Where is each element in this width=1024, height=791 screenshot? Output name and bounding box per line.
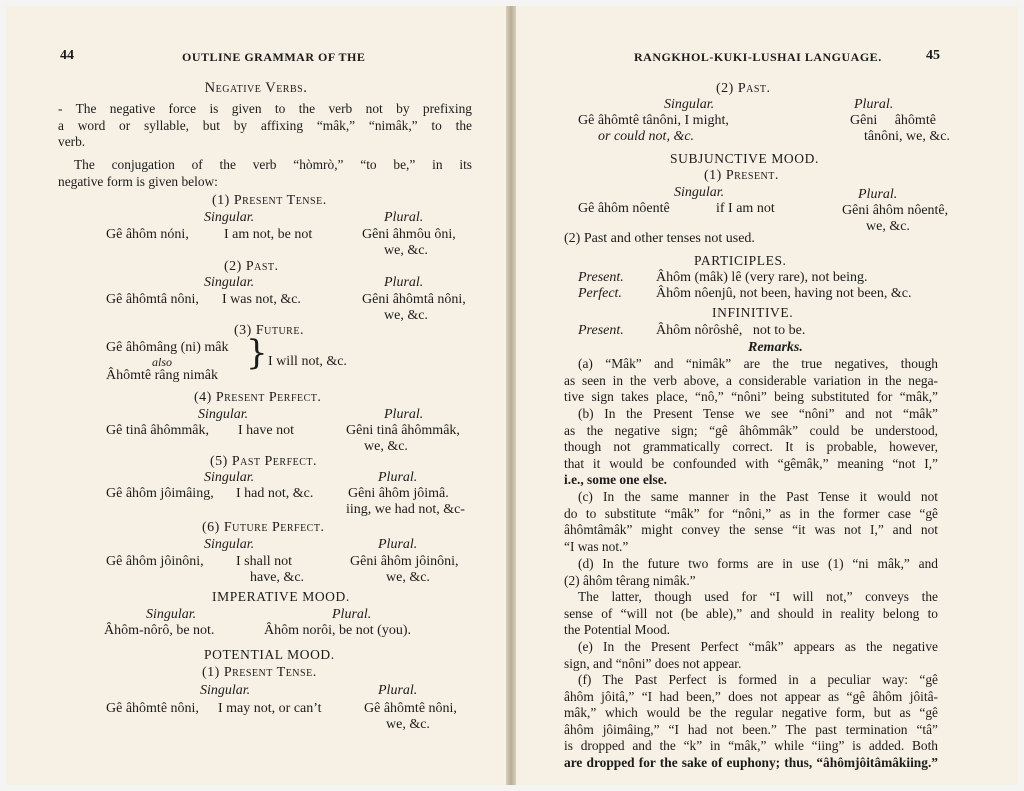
form-plural: Gê âhômtê nôni, bbox=[364, 701, 457, 716]
label-singular: Singular. bbox=[204, 537, 255, 552]
heading-participles: PARTICIPLES. bbox=[694, 253, 787, 268]
remark-e: (e) In the Present Perfect “mâk” appears as the negative sign, and “nôni” does not appear. bbox=[564, 639, 938, 671]
label-plural: Plural. bbox=[378, 537, 418, 552]
heading-future: (3) Future. bbox=[234, 323, 304, 338]
heading-imperative: IMPERATIVE MOOD. bbox=[212, 589, 350, 604]
label-plural: Plural. bbox=[384, 407, 424, 422]
participle-present: Âhôm (mâk) lê (very rare), not being. bbox=[656, 270, 868, 285]
label-plural: Plural. bbox=[384, 210, 424, 225]
label-plural: Plural. bbox=[854, 97, 894, 112]
label-plural: Plural. bbox=[378, 470, 418, 485]
form-meaning: I will not, &c. bbox=[268, 354, 347, 369]
heading-remarks: Remarks. bbox=[748, 340, 803, 355]
label-singular: Singular. bbox=[204, 275, 255, 290]
form-singular: Gê âhômtâ nôni, bbox=[106, 292, 199, 307]
form-future-also: also bbox=[152, 355, 173, 369]
heading-past: (2) Past. bbox=[716, 81, 771, 96]
heading-infinitive: INFINITIVE. bbox=[712, 305, 794, 320]
form-plural: Gêni âhôm nôentê, bbox=[842, 203, 949, 218]
form-singular: Gê âhôm jôinôni, bbox=[106, 554, 204, 569]
form-plural-cont: we, &c. bbox=[386, 717, 430, 732]
form-meaning: I had not, &c. bbox=[236, 486, 314, 501]
form-plural-cont: we, &c. bbox=[384, 308, 428, 323]
form-singular: Gê âhômtê tânôni, I might, bbox=[578, 113, 729, 128]
right-page bbox=[516, 6, 1018, 785]
heading-future-perfect: (6) Future Perfect. bbox=[202, 520, 325, 535]
form-plural-cont: iing, we had not, &c- bbox=[346, 502, 465, 517]
note-past-tenses: (2) Past and other tenses not used. bbox=[564, 231, 755, 246]
form-singular: Gê âhôm nóni, bbox=[106, 227, 189, 242]
book-spread bbox=[6, 6, 1018, 785]
heading-subjunctive: SUBJUNCTIVE MOOD. bbox=[670, 151, 819, 166]
heading-past: (2) Past. bbox=[224, 259, 279, 274]
label-singular: Singular. bbox=[200, 683, 251, 698]
running-head: OUTLINE GRAMMAR OF THE bbox=[182, 50, 366, 64]
heading-present-perfect: (4) Present Perfect. bbox=[194, 390, 322, 405]
remark-f: (f) The Past Perfect is formed in a peculiar way: “gê âhôm jôitâ,” “I had been,” does not appear as “gê âhôm jôitâ- mâk,” which would be the regular negative form, but as “gê âhôm jôimâing,” “I had not been.” The past termination “tâ” is dropped and the “k” in “mâk,” while “iing” is added. Both are dropped for the sake of euphony; thus, “âhômjôitâmâkiing.” bbox=[564, 672, 938, 770]
label-singular: Singular. bbox=[664, 97, 715, 112]
conjugation-intro: The conjugation of the verb “hòmrò,” “to be,” in its negative form is given below: bbox=[58, 157, 472, 189]
form-meaning: I am not, be not bbox=[224, 227, 313, 242]
form-plural-cont: we, &c. bbox=[866, 219, 910, 234]
form-plural: Gêni âhôm jôinôni, bbox=[350, 554, 459, 569]
form-singular: Gê âhôm jôimâing, bbox=[106, 486, 214, 501]
form-plural-cont: we, &c. bbox=[384, 243, 428, 258]
form-meaning: I have not bbox=[238, 423, 294, 438]
remark-c: (c) In the same manner in the Past Tense it would not do to substitute “mâk” for “nôni,” as in the former case “gê âhômtâmâk” might convey the sense “it was not I,” and not “I was not.” bbox=[564, 489, 938, 554]
remark-a: (a) “Mâk” and “nimâk” are the true negatives, though as seen in the verb above, a considerable variation in the nega- tive sign takes place, “nô,” “nôni” being substituted for “mâk,” bbox=[564, 356, 938, 405]
section-title: Negative Verbs. bbox=[204, 80, 308, 96]
book-gutter bbox=[506, 6, 516, 785]
form-plural: Gêni âhômtâ nôni, bbox=[362, 292, 466, 307]
page-number: 44 bbox=[60, 48, 74, 63]
form-plural-cont: we, &c. bbox=[364, 439, 408, 454]
heading-past-perfect: (5) Past Perfect. bbox=[210, 454, 318, 469]
heading-potential-present: (1) Present Tense. bbox=[202, 665, 317, 680]
label-singular: Singular. bbox=[198, 407, 249, 422]
form-future-1: Gê âhômâng (ni) mâk bbox=[106, 340, 229, 355]
label-singular: Singular. bbox=[204, 210, 255, 225]
form-singular: Gê âhôm nôentê bbox=[578, 201, 670, 216]
label-plural: Plural. bbox=[384, 275, 424, 290]
infinitive-present: Âhôm nôrôshê, not to be. bbox=[656, 323, 806, 338]
label-perfect: Perfect. bbox=[578, 286, 622, 301]
label-plural: Plural. bbox=[858, 187, 898, 202]
form-meaning: I may not, or can’t bbox=[218, 701, 322, 716]
form-meaning-cont: have, &c. bbox=[250, 570, 305, 585]
form-plural: Âhôm norôi, be not (you). bbox=[264, 623, 411, 638]
left-page bbox=[6, 6, 506, 785]
heading-subjunctive-present: (1) Present. bbox=[704, 168, 779, 183]
brace: } bbox=[246, 333, 268, 373]
label-singular: Singular. bbox=[204, 470, 255, 485]
form-meaning: I shall not bbox=[236, 554, 292, 569]
remark-b: (b) In the Present Tense we see “nôni” and not “mâk” as the negative sign; “gê âhômmâk” could be understood, though not grammatically correct. It is probable, however, that it would be confounded with “gêmâk,” meaning “not I,” i.e., some one else. bbox=[564, 406, 938, 488]
form-plural: Gêni âhmôu ôni, bbox=[362, 227, 456, 242]
form-singular: Gê tinâ âhômmâk, bbox=[106, 423, 210, 438]
page-number: 45 bbox=[926, 48, 940, 63]
participle-perfect: Âhôm nôenjû, not been, having not been, &c. bbox=[656, 286, 912, 301]
label-singular: Singular. bbox=[674, 185, 725, 200]
label-present: Present. bbox=[578, 270, 624, 285]
remark-d-continued: The latter, though used for “I will not,” conveys the sense of “will not (be able),” and should in reality belong to the Potential Mood. bbox=[564, 589, 938, 638]
label-singular: Singular. bbox=[146, 607, 197, 622]
form-plural-cont: tânôni, we, &c. bbox=[864, 129, 950, 144]
form-singular: Âhôm-nôrô, be not. bbox=[104, 623, 215, 638]
remark-d: (d) In the future two forms are in use (1) “ni mâk,” and (2) âhôm têrang nimâk.” bbox=[564, 556, 938, 588]
label-plural: Plural. bbox=[378, 683, 418, 698]
form-meaning: if I am not bbox=[716, 201, 775, 216]
intro-paragraph: - The negative force is given to the verb not by prefixing a word or syllable, but by affixing “mâk,” “nimâk,” to the verb. bbox=[58, 101, 472, 150]
running-head: RANGKHOL-KUKI-LUSHAI LANGUAGE. bbox=[634, 50, 882, 64]
label-present: Present. bbox=[578, 323, 624, 338]
form-singular: Gê âhômtê nôni, bbox=[106, 701, 199, 716]
form-plural: Gêni âhôm jôimâ. bbox=[348, 486, 449, 501]
form-plural-cont: we, &c. bbox=[386, 570, 430, 585]
form-plural: Gêni âhômtê bbox=[850, 113, 936, 128]
heading-potential: POTENTIAL MOOD. bbox=[204, 647, 335, 662]
form-plural: Gêni tinâ âhômmâk, bbox=[346, 423, 460, 438]
form-singular-cont: or could not, &c. bbox=[598, 129, 695, 144]
label-plural: Plural. bbox=[332, 607, 372, 622]
form-meaning: I was not, &c. bbox=[222, 292, 301, 307]
form-future-2: Âhômtê râng nimâk bbox=[106, 368, 218, 383]
heading-present-tense: (1) Present Tense. bbox=[212, 193, 327, 208]
